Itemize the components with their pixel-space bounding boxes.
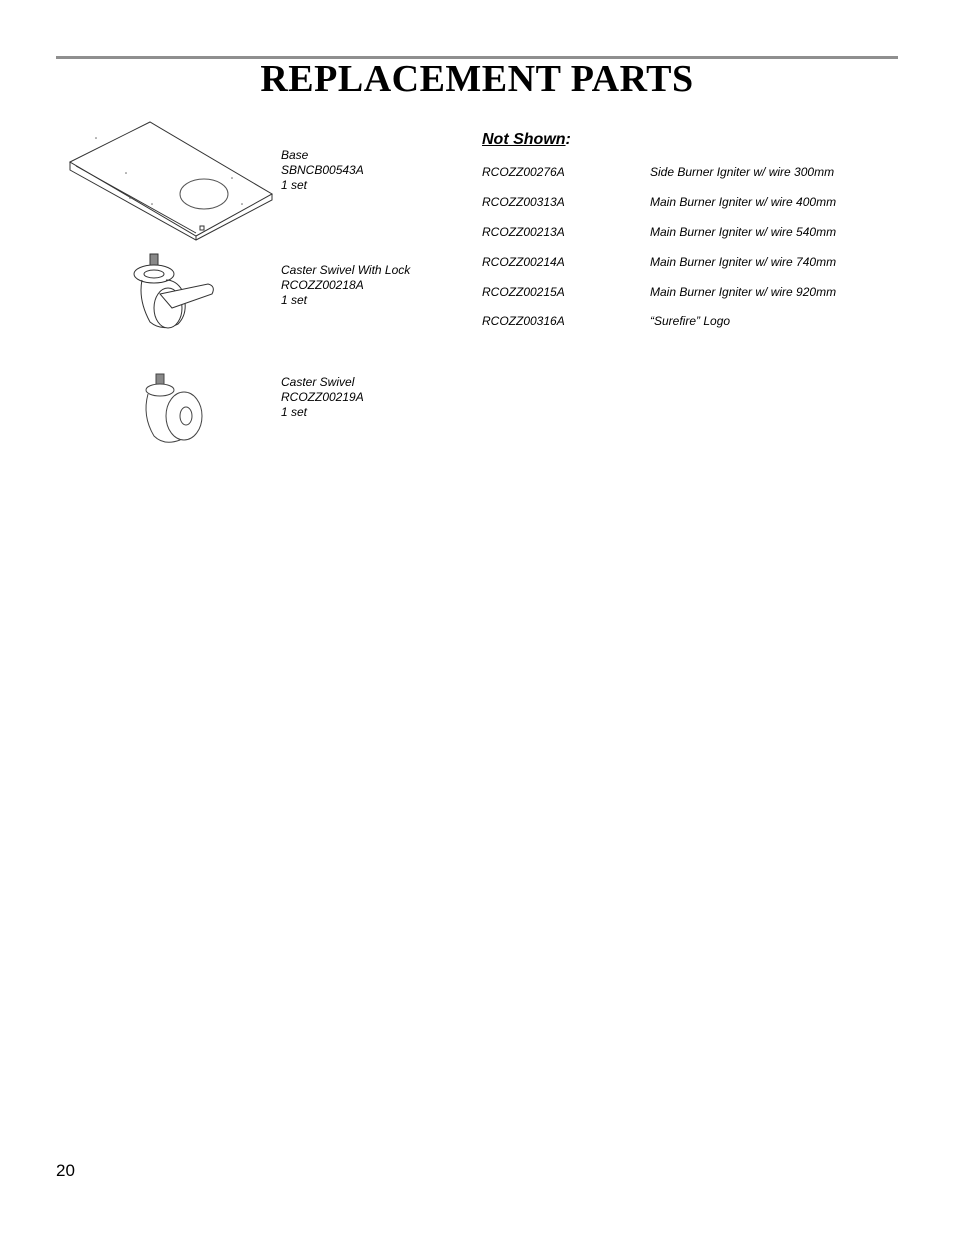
base-panel-icon xyxy=(66,118,276,242)
item-code: RCOZZ00215A xyxy=(482,285,565,299)
part-qty: 1 set xyxy=(281,293,308,307)
item-code: RCOZZ00276A xyxy=(482,165,565,179)
item-code: RCOZZ00313A xyxy=(482,195,565,209)
page-number: 20 xyxy=(56,1161,75,1180)
item-desc: Main Burner Igniter w/ wire 400mm xyxy=(650,195,837,209)
item-desc: Main Burner Igniter w/ wire 920mm xyxy=(650,285,837,299)
part-qty: 1 set xyxy=(281,405,308,419)
item-code: RCOZZ00316A xyxy=(482,314,565,328)
part-code: SBNCB00543A xyxy=(281,163,364,177)
list-item xyxy=(482,285,902,301)
item-desc: “Surefire” Logo xyxy=(650,314,731,328)
part-name: Caster Swivel xyxy=(281,375,355,389)
caster-lock-icon xyxy=(128,250,220,332)
list-item xyxy=(482,255,902,271)
list-item xyxy=(482,195,902,211)
part-caster-lock xyxy=(281,263,410,308)
part-name: Caster Swivel With Lock xyxy=(281,263,411,277)
list-item xyxy=(482,165,902,181)
part-name: Base xyxy=(281,148,309,162)
item-desc: Main Burner Igniter w/ wire 740mm xyxy=(650,255,837,269)
item-desc: Main Burner Igniter w/ wire 540mm xyxy=(650,225,837,239)
item-desc: Side Burner Igniter w/ wire 300mm xyxy=(650,165,835,179)
part-caster xyxy=(281,375,364,420)
not-shown-colon: : xyxy=(565,131,571,148)
item-code: RCOZZ00214A xyxy=(482,255,565,269)
list-item xyxy=(482,225,902,241)
part-code: RCOZZ00219A xyxy=(281,390,364,404)
not-shown-heading xyxy=(482,131,571,149)
not-shown-label: Not Shown xyxy=(482,131,566,148)
caster-icon xyxy=(134,370,214,448)
part-base xyxy=(281,148,364,193)
item-code: RCOZZ00213A xyxy=(482,225,565,239)
part-code: RCOZZ00218A xyxy=(281,278,364,292)
list-item xyxy=(482,314,902,330)
page-title: REPLACEMENT PARTS xyxy=(260,58,694,100)
part-qty: 1 set xyxy=(281,178,308,192)
